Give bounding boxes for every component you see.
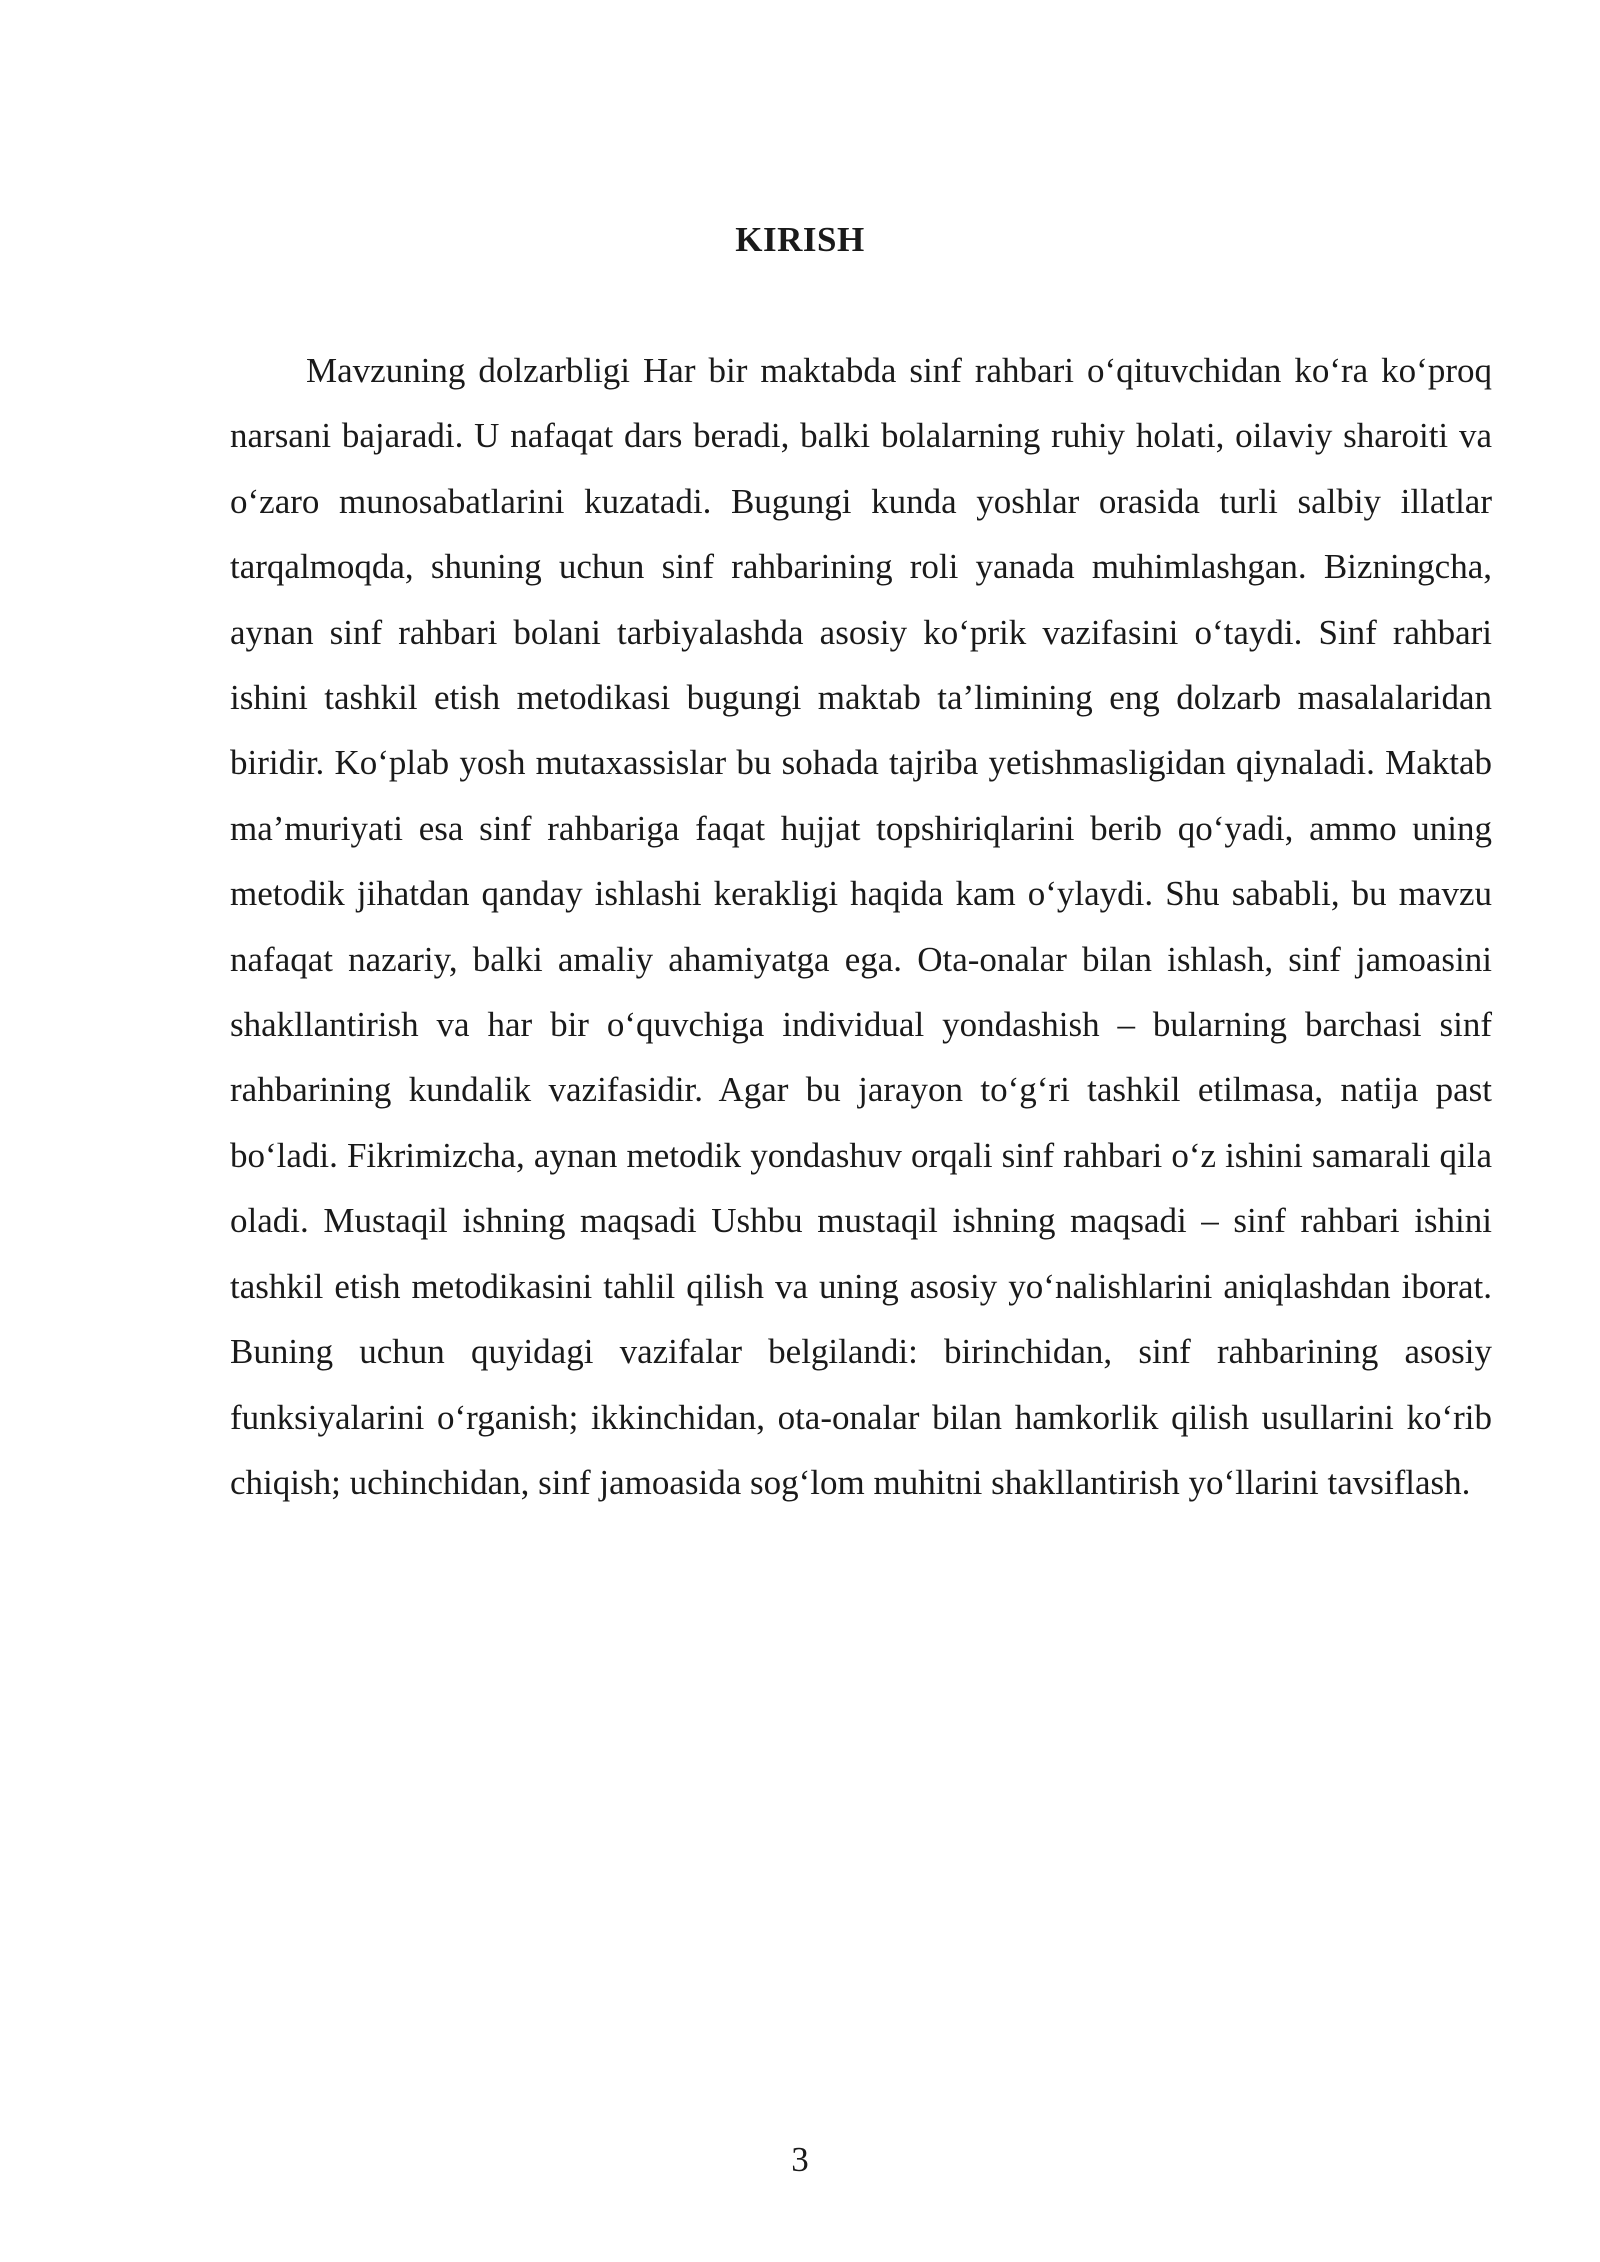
page-number: 3 — [791, 2140, 809, 2179]
body-paragraph: Mavzuning dolzarbligi Har bir maktabda sinf rahbari o‘qituvchidan ko‘ra ko‘proq narsani bajaradi. U nafaqat dars beradi, balki bolalarning ruhiy holati, oilaviy sharoiti va o‘zaro munosabatlarini kuzatadi. Bugungi kunda yoshlar orasida turli salbiy illatlar tarqalmoqda, shuning uchun sinf rahbarining roli yanada muhimlashgan. Bizningcha, aynan sinf rahbari bolani tarbiyalashda asosiy ko‘prik vazifasini o‘taydi. Sinf rahbari ishini tashkil etish metodikasi bugungi maktab ta’limining eng dolzarb masalalaridan biridir. Ko‘plab yosh mutaxassislar bu sohada tajriba yetishmasligidan qiynaladi. Maktab ma’muriyati esa sinf rahbariga faqat hujjat topshiriqlarini berib qo‘yadi, ammo uning metodik jihatdan qanday ishlashi kerakligi haqida kam o‘ylaydi. Shu sababli, bu mavzu nafaqat nazariy, balki amaliy ahamiyatga ega. Ota-onalar bilan ishlash, sinf jamoasini shakllantirish va har bir o‘quvchiga individual yondashish – bularning barchasi sinf rahbarining kundalik vazifasidir. Agar bu jarayon to‘g‘ri tashkil etilmasa, natija past bo‘ladi. Fikrimizcha, aynan metodik yondashuv orqali sinf rahbari o‘z ishini samarali qila oladi. Mustaqil ishning maqsadi Ushbu mustaqil ishning maqsadi – sinf rahbari ishini tashkil etish metodikasini tahlil qilish va uning asosiy yo‘nalishlarini aniqlashdan iborat. Buning uchun quyidagi vazifalar belgilandi: birinchidan, sinf rahbarining asosiy funksiyalarini o‘rganish; ikkinchidan, ota-onalar bilan hamkorlik qilish usullarini ko‘rib chiqish; uchinchidan, sinf jamoasida sog‘lom muhitni shakllantirish yo‘llarini tavsiflash. — [230, 351, 1492, 1502]
section-heading: KIRISH — [735, 220, 865, 259]
